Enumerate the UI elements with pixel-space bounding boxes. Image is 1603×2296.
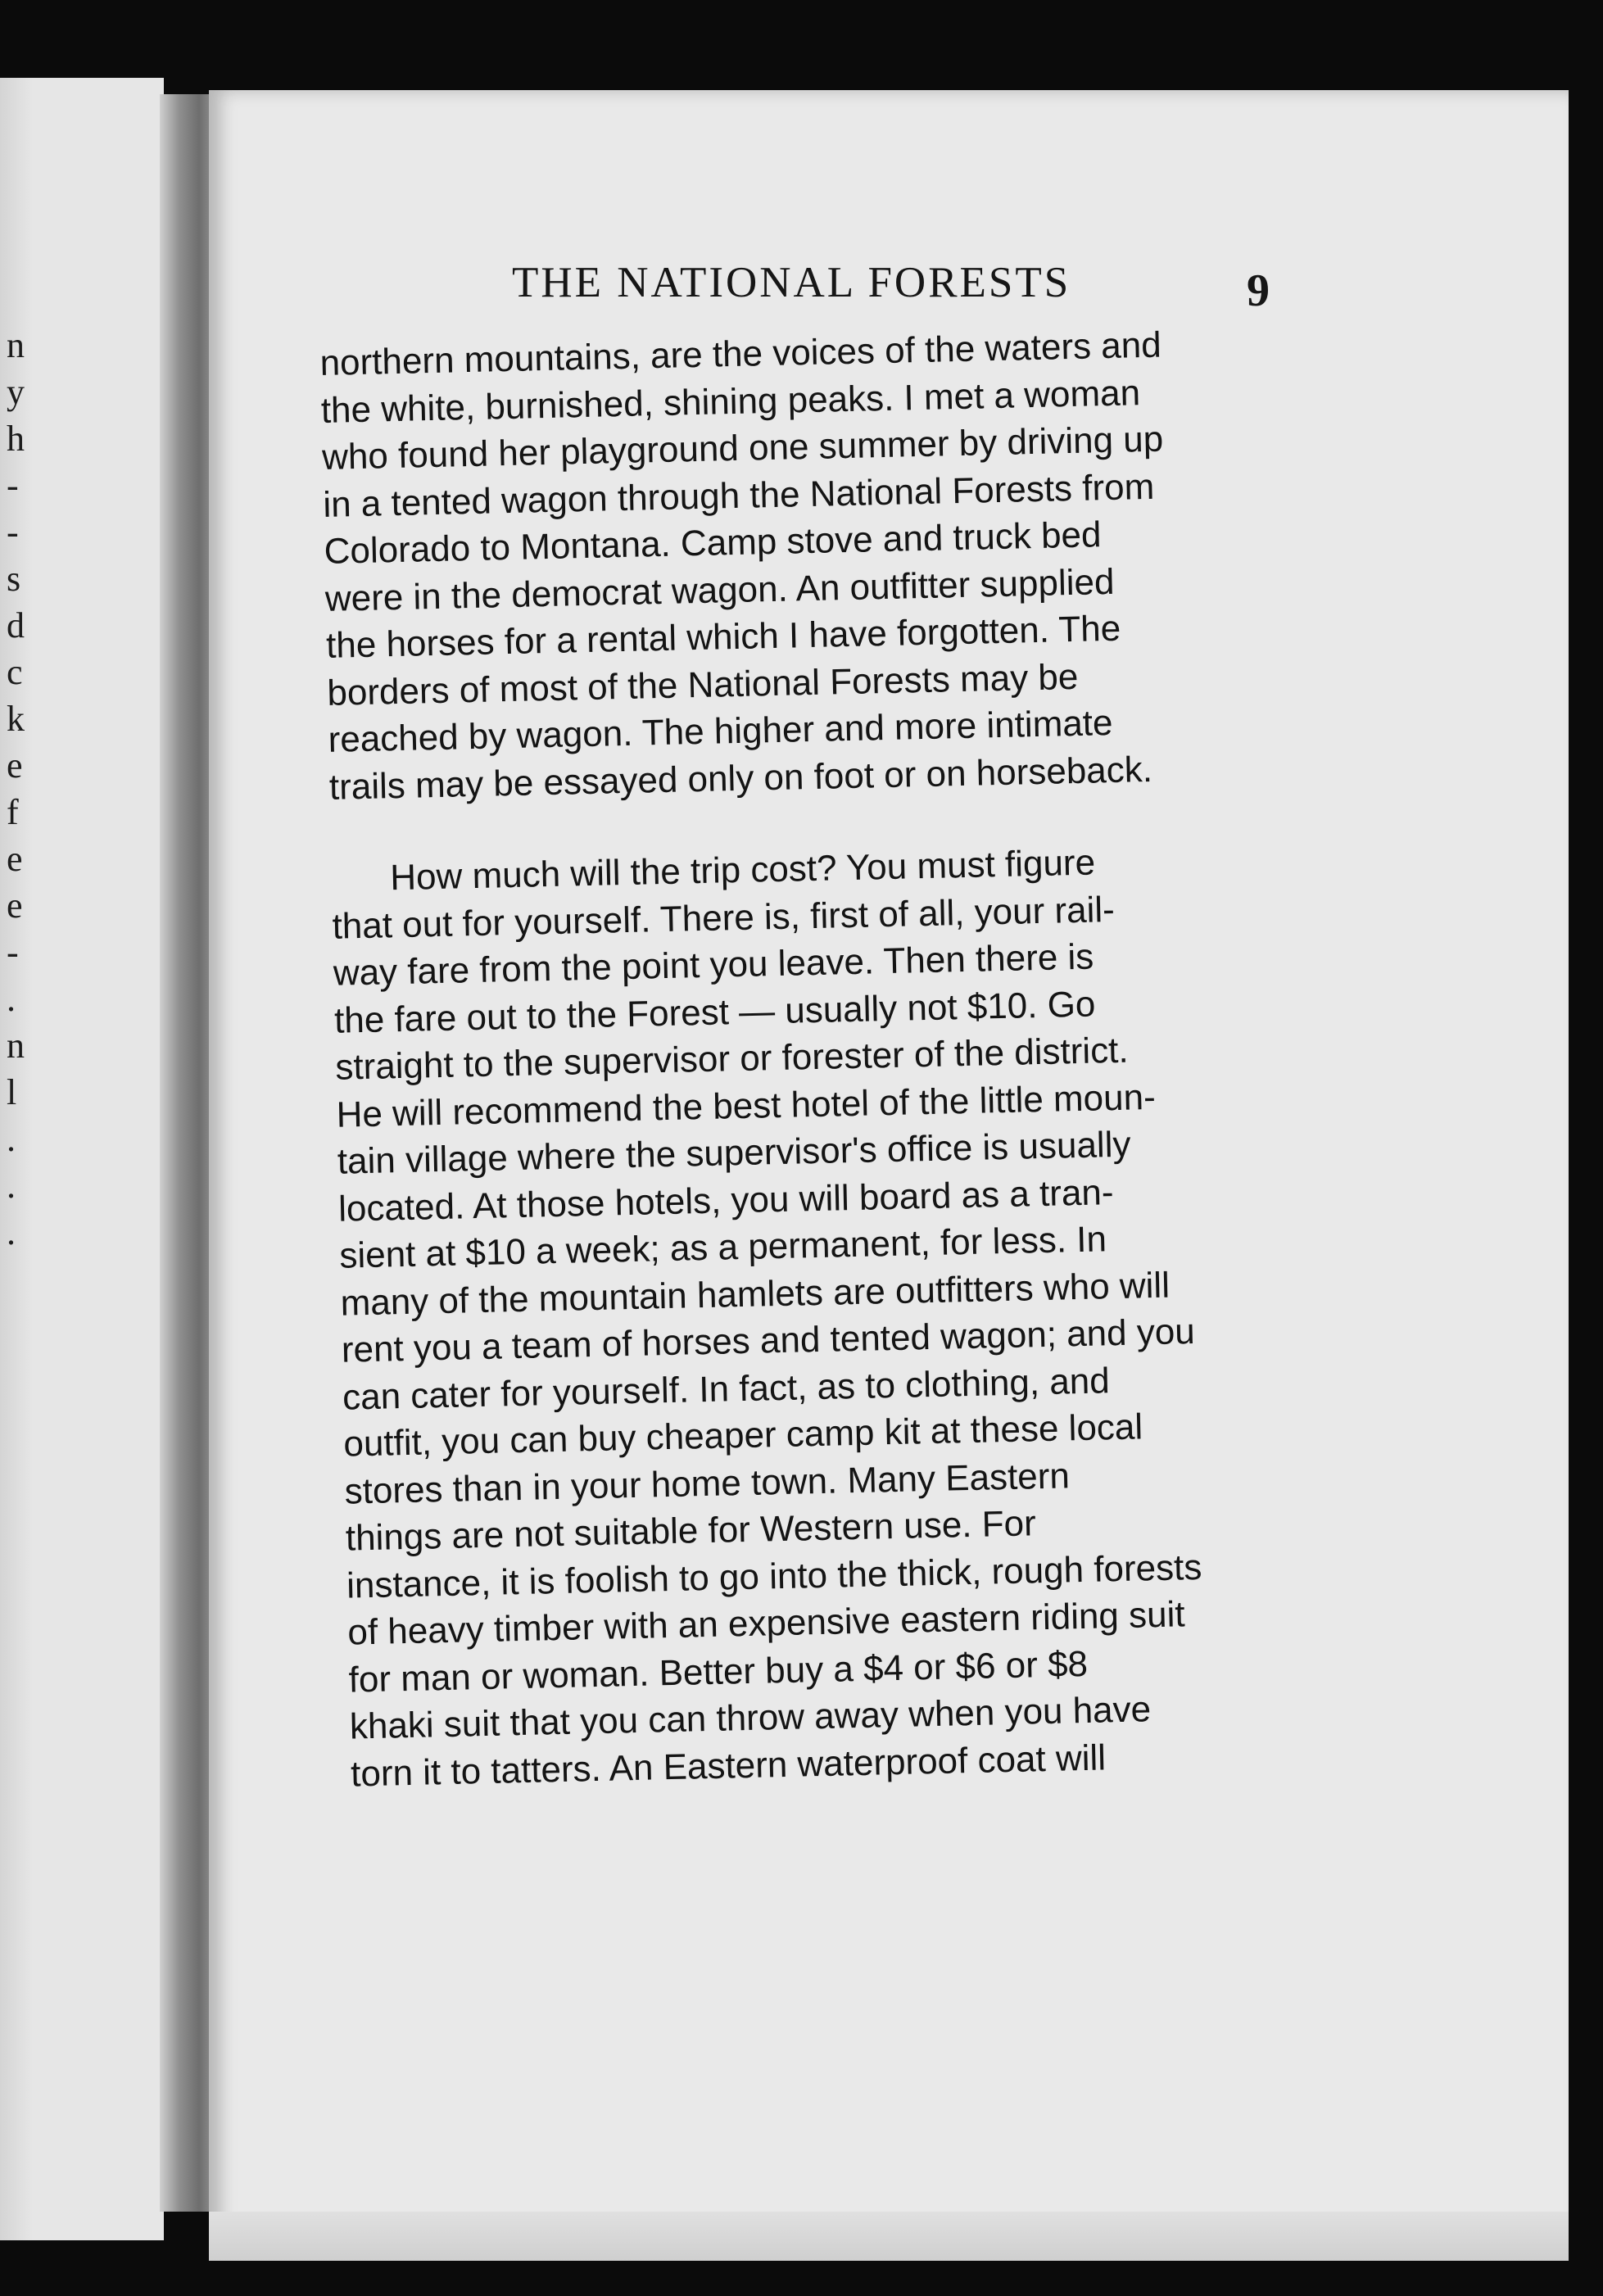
facing-page-char: n <box>7 1026 25 1066</box>
facing-page-char: . <box>7 1212 16 1252</box>
facing-page-char: . <box>7 1166 16 1206</box>
facing-page-char: . <box>7 979 16 1019</box>
text-line: sient at $10 a week; as a permanent, for less. In <box>338 1219 1107 1276</box>
paragraph-2 <box>331 836 1293 1798</box>
text-line: that out for yourself. There is, first of all, your rail- <box>332 889 1116 947</box>
facing-page-char: - <box>7 932 19 972</box>
text-line: northern mountains, are the voices of the waters and <box>319 324 1162 383</box>
page-number: 9 <box>1247 265 1270 316</box>
facing-page-char: e <box>7 839 23 879</box>
text-line: straight to the supervisor or forester of the district. <box>334 1030 1130 1088</box>
facing-page-char: l <box>7 1072 17 1112</box>
text-line: How much will the trip cost? You must figure <box>389 842 1096 899</box>
page-body-text <box>319 319 1293 1798</box>
paragraph-1 <box>319 319 1271 811</box>
page-header <box>483 258 1270 315</box>
text-line: the fare out to the Forest — usually not $10. Go <box>333 984 1096 1041</box>
facing-page-char: - <box>7 512 19 552</box>
text-line: in a tented wagon through the National Forests from <box>322 466 1155 525</box>
facing-page-char: d <box>7 605 25 645</box>
text-line: many of the mountain hamlets are outfitters who will <box>340 1265 1171 1324</box>
text-line: Colorado to Montana. Camp stove and truck bed <box>324 514 1102 572</box>
text-line: torn it to tatters. An Eastern waterproof coat will <box>350 1737 1107 1795</box>
page-edge <box>209 2212 1569 2261</box>
facing-page-char: h <box>7 419 25 459</box>
facing-page-char: s <box>7 559 21 599</box>
text-line: who found her playground one summer by driving up <box>321 419 1164 478</box>
facing-page-char: c <box>7 652 23 692</box>
facing-page-char: . <box>7 1119 16 1159</box>
text-line: trails may be essayed only on foot or on horseback. <box>328 749 1153 808</box>
text-line: instance, it is foolish to go into the thick, rough forests <box>346 1547 1202 1606</box>
facing-page-char: e <box>7 885 23 926</box>
text-line: He will recommend the best hotel of the little moun- <box>336 1076 1157 1135</box>
text-line: the white, burnished, shining peaks. I met a woman <box>320 372 1141 431</box>
facing-page-char: n <box>7 325 25 365</box>
text-line: for man or woman. Better buy a $4 or $6 or $8 <box>348 1643 1089 1700</box>
text-line: way fare from the point you leave. Then there is <box>333 936 1094 994</box>
text-line: located. At those hotels, you will board as a tran- <box>337 1171 1115 1230</box>
text-line: khaki suit that you can throw away when you have <box>349 1689 1152 1747</box>
text-line: the horses for a rental which I have forgotten. The <box>325 608 1121 666</box>
text-line: were in the democrat wagon. An outfitter supplied <box>324 561 1115 619</box>
running-head: THE NATIONAL FORESTS <box>512 259 1071 306</box>
text-line: reached by wagon. The higher and more intimate <box>328 702 1113 760</box>
facing-page-char: f <box>7 792 19 832</box>
facing-page-char: k <box>7 699 25 739</box>
text-line: borders of most of the National Forests may be <box>326 656 1079 713</box>
facing-page <box>0 78 164 2240</box>
text-line: rent you a team of horses and tented wagon; and you <box>341 1311 1196 1370</box>
text-line: stores than in your home town. Many Eastern <box>344 1455 1071 1512</box>
text-line: things are not suitable for Western use. For <box>345 1503 1037 1559</box>
facing-page-char: - <box>7 465 19 505</box>
facing-page-char: y <box>7 372 25 412</box>
text-line: tain village where the supervisor's office is usually <box>337 1124 1131 1182</box>
facing-page-char: e <box>7 745 23 786</box>
text-line: can cater for yourself. In fact, as to clothing, and <box>342 1360 1111 1418</box>
text-line: of heavy timber with an expensive eastern riding suit <box>346 1594 1186 1653</box>
text-line: outfit, you can buy cheaper camp kit at these local <box>342 1406 1143 1465</box>
